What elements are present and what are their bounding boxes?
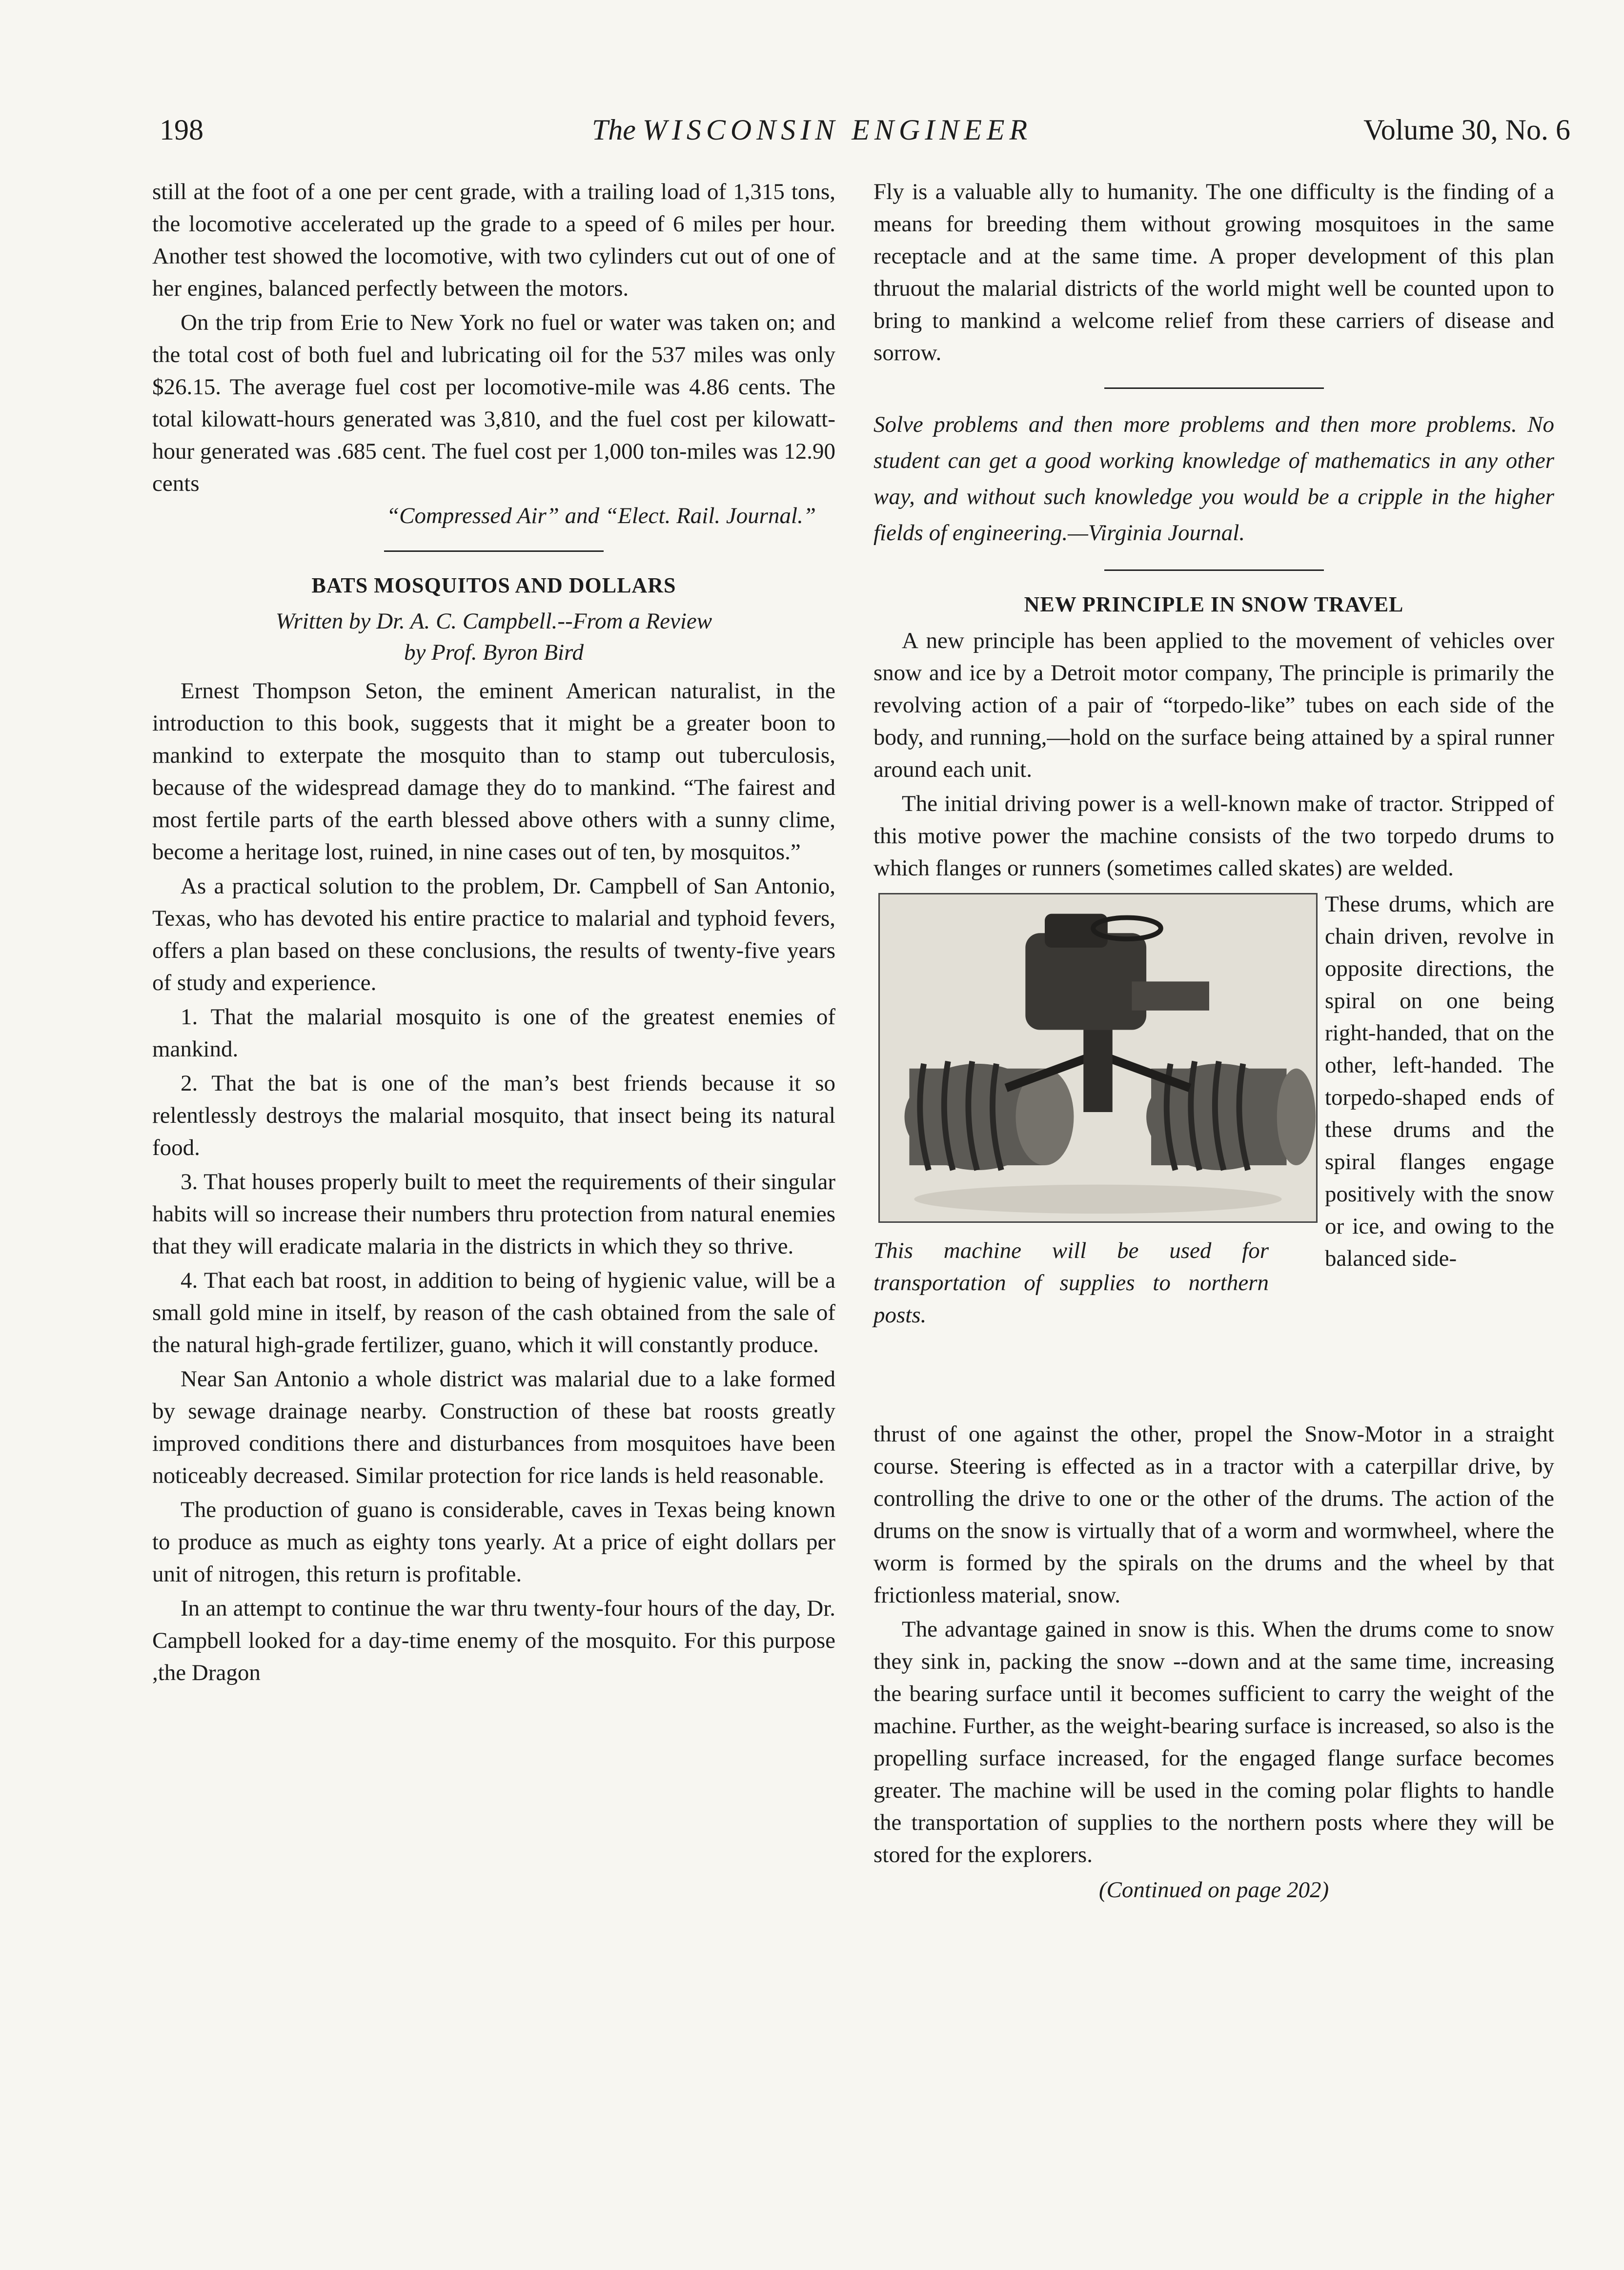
volume-issue: Volume 30, No. 6 [1363,114,1570,146]
divider [384,550,604,552]
paragraph: Near San Antonio a whole district was malarial due to a lake formed by sewage drainage nearby. Construction of these bat roosts greatly improved conditions there and disturbances from mosquitoes have been noticeably decreased. Similar protection for rice lands is held reasonable. [152,1366,835,1488]
article-title-snow-travel: NEW PRINCIPLE IN SNOW TRAVEL [1024,592,1404,616]
paragraph: In an attempt to continue the war thru twenty-four hours of the day, Dr. Campbell looked for a day-time enemy of the mosquito. For this purpose ,the Dragon [152,1596,835,1685]
paragraph: As a practical solution to the problem, Dr. Campbell of San Antonio, Texas, who has devoted his entire practice to malarial and typhoid fevers, offers a plan based on these conclusions, the results of twenty-five years of study and experience. [152,873,835,995]
continuation-note: (Continued on page 202) [1098,1877,1329,1903]
paragraph: The production of guano is considerable, caves in Texas being known to produce as much as eighty tons yearly. At a price of eight dollars per unit of nitrogen, this return is profitable. [152,1497,835,1587]
journal-title-name: WISCONSIN ENGINEER [642,114,1033,146]
figure-caption: This machine will be used for transportation of supplies to northern posts. [873,1238,1269,1328]
paragraph: thrust of one against the other, propel the Snow-Motor in a straight course. Steering is effected as in a tractor with a caterpillar drive, by controlling the drive to one or the other of the drums. The action of the drums on the snow is virtually that of a worm and wormwheel, where the worm is formed by the spirals on the drums and the wheel by that frictionless material, snow. [873,1421,1554,1608]
divider [1104,569,1324,571]
wrap-text: These drums, which are chain driven, revolve in opposite directions, the spiral on one being right-handed, that on the other, left-handed. The torpedo-shaped ends of these drums and the spiral flanges engage positively with the snow or ice, and owing to the balanced side- [1325,892,1554,1271]
snow-motor-illustration [880,894,1316,1221]
byline [152,606,835,668]
figure [873,888,1554,1415]
quotation: Solve problems and then more problems and then more problems. No student can get a good working knowledge of mathematics in any other way, and without such knowledge you would be a cripple in the higher fields of engineering.—Virginia Journal. [873,412,1554,546]
paragraph: Fly is a valuable ally to humanity. The one difficulty is the finding of a means for breeding them without growing mosquitoes in the same receptacle and at the same time. A proper development of this plan thruout the malarial districts of the world might well be counted upon to bring to mankind a welcome relief from these carriers of disease and sorrow. [873,179,1554,365]
right-column [873,176,1554,1906]
paragraph: A new principle has been applied to the movement of vehicles over snow and ice by a Detroit motor company, The principle is primarily the revolving action of a pair of “torpedo-like” tubes on each side of the body, and running,—hold on the surface being attained by a spiral runner around each unit. [873,628,1554,782]
divider [1104,387,1324,389]
paragraph: On the trip from Erie to New York no fuel or water was taken on; and the total cost of both fuel and lubricating oil for the 537 miles was only $26.15. The average fuel cost per locomotive-mile was 4.86 cents. The total kilowatt-hours generated was 3,810, and the fuel cost per kilowatt-hour generated was .685 cent. The fuel cost per 1,000 ton-miles was 12.90 cents [152,310,835,496]
list-item: 2. That the bat is one of the man’s best friends because it so relentlessly destroys the malarial mosquito, that insect being its natural food. [152,1071,835,1160]
byline-line-1: Written by Dr. A. C. Campbell.--From a Review [275,608,712,634]
left-column [152,176,835,1689]
list-item: 3. That houses properly built to meet the requirements of their singular habits will so increase their numbers thru protection from natural enemies that they will eradicate malaria in the districts in which they so thrive. [152,1169,835,1259]
paragraph: Ernest Thompson Seton, the eminent American naturalist, in the introduction to this book, suggests that it might be a greater boon to mankind to exterpate the mosquito than to stamp out tuberculosis, because of the widespread damage they do to mankind. “The fairest and most fertile parts of the earth blessed above others with a sunny clime, become a heritage lost, ruined, in nine cases out of ten, by mosquitos.” [152,678,835,865]
byline-line-2: by Prof. Byron Bird [404,640,584,665]
article-title-bats: BATS MOSQUITOS AND DOLLARS [311,573,676,597]
source-credit: “Compressed Air” and “Elect. Rail. Journal.” [386,503,816,528]
journal-title-article: The [591,114,636,146]
list-item: 1. That the malarial mosquito is one of the greatest enemies of mankind. [152,1004,835,1062]
paragraph: still at the foot of a one per cent grade, with a trailing load of 1,315 tons, the locomotive accelerated up the grade to a speed of 6 miles per hour. Another test showed the locomotive, with two cylinders cut out of one of her engines, balanced perfectly between the motors. [152,179,835,301]
snow-motor-photo [878,893,1318,1223]
paragraph: The initial driving power is a well-known make of tractor. Stripped of this motive power the machine consists of the two torpedo drums to which flanges or runners (sometimes called skates) are welded. [873,791,1554,881]
page-number: 198 [160,114,203,146]
list-item: 4. That each bat roost, in addition to being of hygienic value, will be a small gold mine in itself, by reason of the cash obtained from the sale of the natural high-grade fertilizer, guano, which it will constantly produce. [152,1268,835,1358]
paragraph: The advantage gained in snow is this. When the drums come to snow they sink in, packing the snow --down and at the same time, increasing the bearing surface until it becomes sufficient to carry the weight of the machine. Further, as the weight-bearing surface is increased, so also is the propelling surface increased, for the engaged flange surface becomes greater. The machine will be used in the coming polar flights to handle the transportation of supplies to the northern posts where they will be stored for the explorers. [873,1617,1554,1867]
